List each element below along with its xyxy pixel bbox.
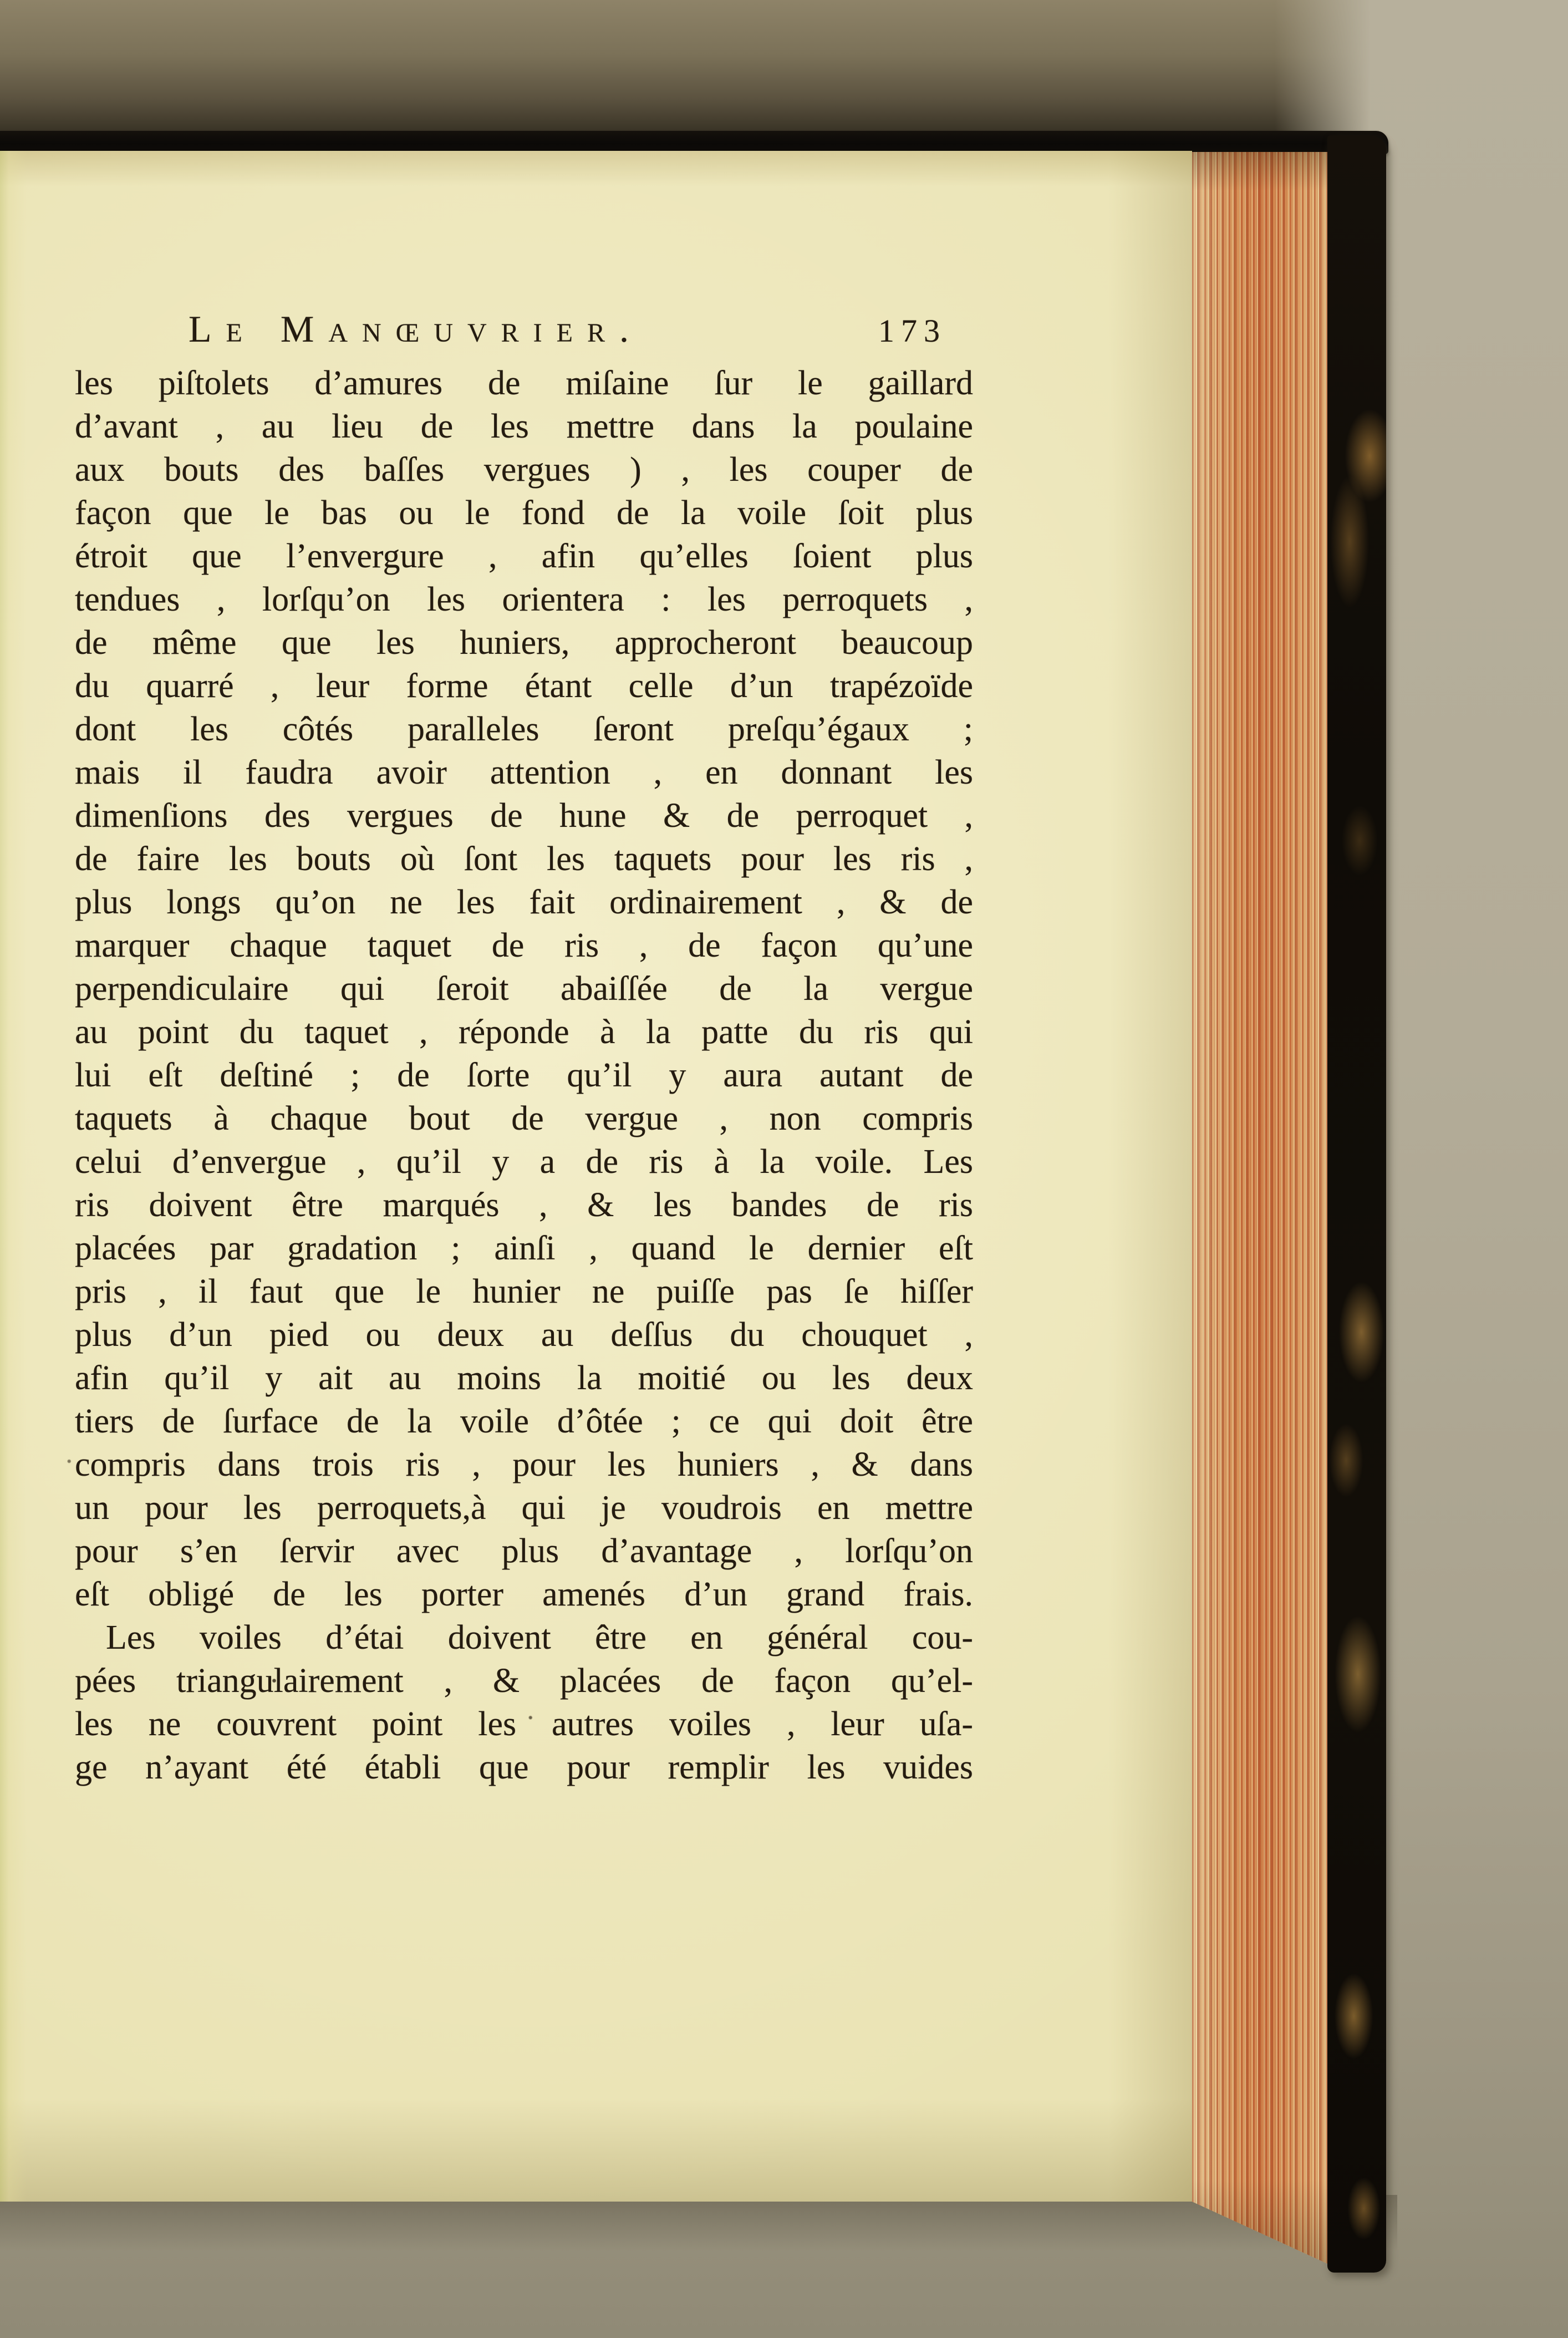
book-bottom-shadow	[0, 2195, 1397, 2261]
text-line: taquets à chaque bout de vergue , non compris	[75, 1100, 973, 1137]
top-shadow-background	[0, 0, 1370, 144]
text-line: les ne couvrent point les autres voiles , leur uſa-	[75, 1705, 973, 1743]
running-title: Le Manœuvrier.	[189, 308, 643, 350]
text-line: pris , il faut que le hunier ne puiſſe pas ſe hiſſer	[75, 1273, 973, 1310]
text-line: compris dans trois ris , pour les huniers , & dans	[75, 1446, 973, 1483]
text-line: plus d’un pied ou deux au deſſus du chouquet ,	[75, 1316, 973, 1354]
text-line: de faire les bouts où ſont les taquets pour les ris ,	[75, 840, 973, 878]
page-header	[75, 298, 973, 367]
text-line: afin qu’il y ait au moins la moitié ou les deux	[75, 1359, 973, 1397]
text-line: ge n’ayant été établi que pour remplir les vuides	[75, 1749, 973, 1786]
text-line: un pour les perroquets,à qui je voudrois en mettre	[75, 1489, 973, 1527]
text-line: Les voiles d’étai doivent être en général cou-	[106, 1619, 973, 1656]
text-line: au point du taquet , réponde à la patte du ris qui	[75, 1013, 973, 1051]
text-line: mais il faudra avoir attention , en donnant les	[75, 754, 973, 791]
text-line: eſt obligé de les porter amenés d’un grand frais.	[75, 1575, 973, 1613]
text-line: dont les côtés paralleles ſeront preſqu’égaux ;	[75, 710, 973, 748]
book-cover-side	[1327, 135, 1386, 2273]
text-line: aux bouts des baſſes vergues ) , les couper de	[75, 451, 973, 489]
text-line: de même que les huniers, approcheront beaucoup	[75, 624, 973, 662]
page-number: 173	[878, 313, 946, 349]
text-line: façon que le bas ou le fond de la voile ſoit plus	[75, 494, 973, 532]
text-line: d’avant , au lieu de les mettre dans la poulaine	[75, 408, 973, 445]
text-line: lui eſt deſtiné ; de ſorte qu’il y aura autant de	[75, 1056, 973, 1094]
page-fore-edge	[1192, 152, 1327, 2264]
text-line: perpendiculaire qui ſeroit abaiſſée de la vergue	[75, 970, 973, 1008]
text-line: étroit que l’envergure , afin qu’elles ſoient plus	[75, 537, 973, 575]
text-line: pées triangulairement , & placées de façon qu’el-	[75, 1662, 973, 1700]
text-line: plus longs qu’on ne les fait ordinairement , & de	[75, 883, 973, 921]
text-line: pour s’en ſervir avec plus d’avantage , lorſqu’on	[75, 1532, 973, 1570]
text-line: tendues , lorſqu’on les orientera : les perroquets ,	[75, 581, 973, 618]
text-line: du quarré , leur forme étant celle d’un trapézoïde	[75, 667, 973, 705]
body-text	[75, 362, 973, 1789]
text-line: tiers de ſurface de la voile d’ôtée ; ce qui doit être	[75, 1402, 973, 1440]
text-line: ris doivent être marqués , & les bandes de ris	[75, 1186, 973, 1224]
text-line: celui d’envergue , qu’il y a de ris à la voile. Les	[75, 1143, 973, 1181]
text-line: dimenſions des vergues de hune & de perroquet ,	[75, 797, 973, 835]
text-line: placées par gradation ; ainſi , quand le dernier eſt	[75, 1229, 973, 1267]
text-line: les piſtolets d’amures de miſaine ſur le gaillard	[75, 364, 973, 402]
text-line: marquer chaque taquet de ris , de façon qu’une	[75, 927, 973, 964]
